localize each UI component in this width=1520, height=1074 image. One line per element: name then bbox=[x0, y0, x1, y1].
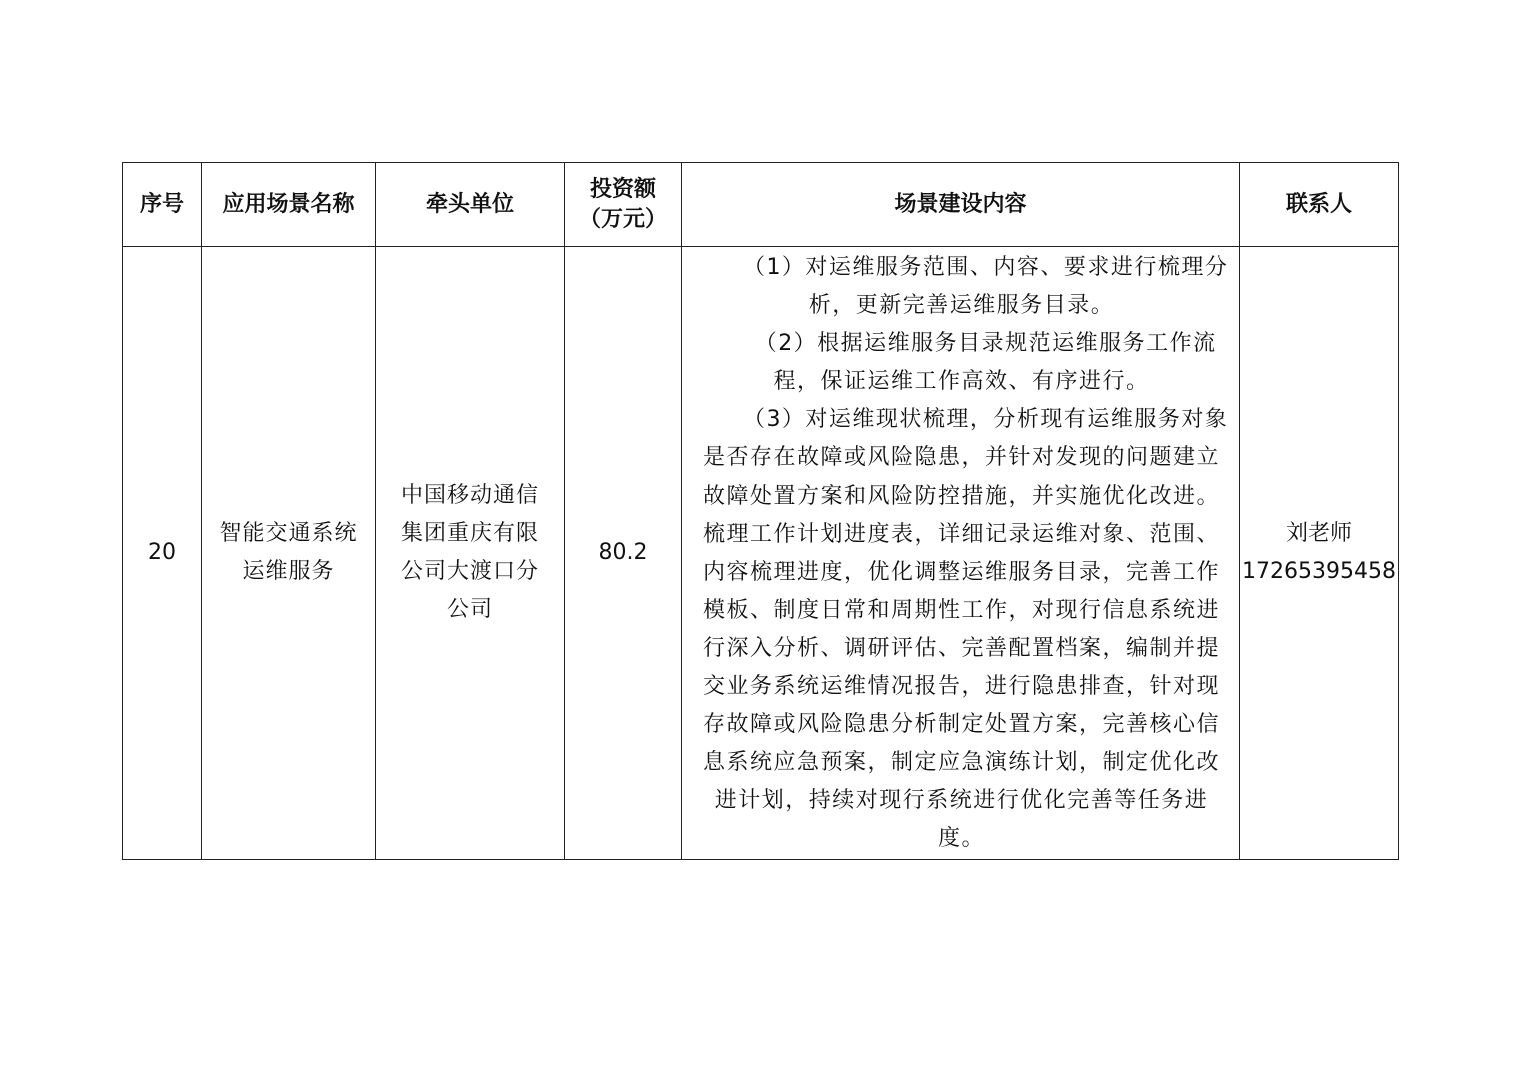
header-row bbox=[123, 163, 1399, 247]
cell-no bbox=[123, 247, 202, 860]
lead-unit-line1: 中国移动通信 bbox=[400, 482, 539, 508]
table-row bbox=[123, 247, 1399, 860]
header-investment-line1: 投资额 bbox=[589, 176, 656, 202]
lead-unit-line4: 公司 bbox=[446, 596, 493, 622]
lead-unit-line3: 公司大渡口分 bbox=[400, 558, 539, 584]
cell-content bbox=[682, 247, 1240, 860]
header-no: 序号 bbox=[123, 163, 202, 247]
investment-value: 80.2 bbox=[598, 540, 648, 566]
content-paragraph-1: （1）对运维服务范围、内容、要求进行梳理分析，更新完善运维服务目录。 bbox=[742, 255, 1229, 319]
contact-phone: 17265395458 bbox=[1242, 558, 1396, 584]
cell-lead-unit bbox=[376, 247, 565, 860]
content-paragraph-2: （2）根据运维服务目录规范运维服务工作流程，保证运维工作高效、有序进行。 bbox=[754, 331, 1217, 395]
content-paragraph-3: （3）对运维现状梳理，分析现有运维服务对象是否存在故障或风险隐患，并针对发现的问题建立故障处置方案和风险防控措施，并实施优化改进。梳理工作计划进度表，详细记录运维对象、范围、内容梳理进度，优化调整运维服务目录，完善工作模板、制度日常和周期性工作，对现行信息系统进行深入分析、调研评估、完善配置档案，编制并提交业务系统运维情况报告，进行隐患排查，针对现存故障或风险隐患分析制定处置方案，完善核心信息系统应急预案，制定应急演练计划，制定优化改进计划，持续对现行系统进行优化完善等任务进度。 bbox=[702, 407, 1229, 852]
table-header bbox=[123, 163, 1399, 247]
row-number: 20 bbox=[148, 540, 176, 566]
header-content: 场景建设内容 bbox=[682, 163, 1240, 247]
cell-investment bbox=[565, 247, 682, 860]
cell-scene-name bbox=[202, 247, 376, 860]
contact-name: 刘老师 bbox=[1285, 520, 1352, 546]
header-name: 应用场景名称 bbox=[202, 163, 376, 247]
lead-unit-line2: 集团重庆有限 bbox=[400, 520, 539, 546]
table-body bbox=[123, 247, 1399, 860]
header-lead: 牵头单位 bbox=[376, 163, 565, 247]
header-investment bbox=[565, 163, 682, 247]
cell-contact bbox=[1240, 247, 1399, 860]
scene-name-line2: 运维服务 bbox=[242, 558, 335, 584]
header-contact: 联系人 bbox=[1240, 163, 1399, 247]
project-table bbox=[122, 162, 1399, 860]
header-investment-line2: （万元） bbox=[578, 206, 667, 232]
scene-name-line1: 智能交通系统 bbox=[219, 520, 358, 546]
